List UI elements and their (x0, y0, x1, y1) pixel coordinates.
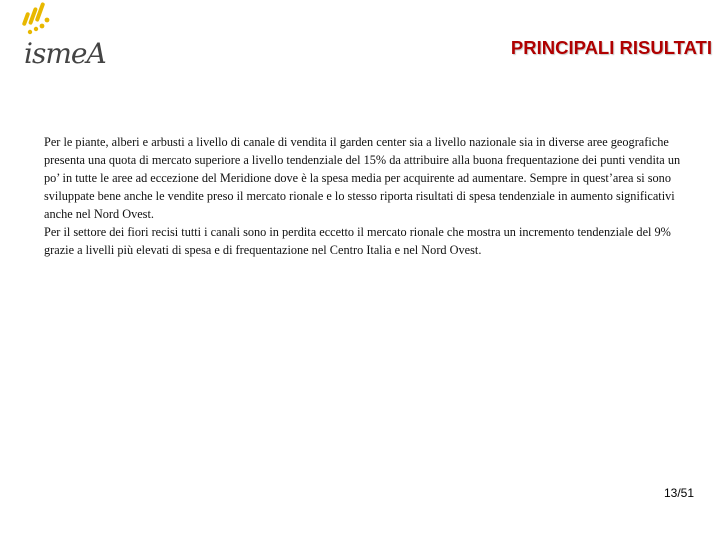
page-number: 13/51 (663, 486, 694, 500)
ismea-logo (10, 2, 110, 68)
ismea-logo-mark-icon (10, 2, 70, 42)
body-text (44, 133, 684, 259)
page-title: PRINCIPALI RISULTATI (510, 37, 712, 58)
paragraph-fiori-recisi: Per il settore dei fiori recisi tutti i canali sono in perdita eccetto il mercato rionale che mostra un incremento tendenziale del 9% grazie a livelli più elevati di spesa e di frequentazione nel Centro Italia e nel Nord Ovest. (44, 225, 671, 257)
paragraph-piante: Per le piante, alberi e arbusti a livello di canale di vendita il garden center sia a livello nazionale sia in diverse aree geografiche presenta una quota di mercato superiore a livello tendenziale del 15% da attribuire alla buona frequentazione dei punti vendita un po’ in tutte le aree ad eccezione del Meridione dove è la spesa media per acquirente ad aumentare. Sempre in quest’area si sono sviluppate bene anche le vendite preso il mercato rionale e lo stesso riporta risultati di spesa tendenziale in aumento significativi anche nel Nord Ovest. (44, 135, 681, 221)
logo-wordmark: ismeA (24, 37, 106, 70)
